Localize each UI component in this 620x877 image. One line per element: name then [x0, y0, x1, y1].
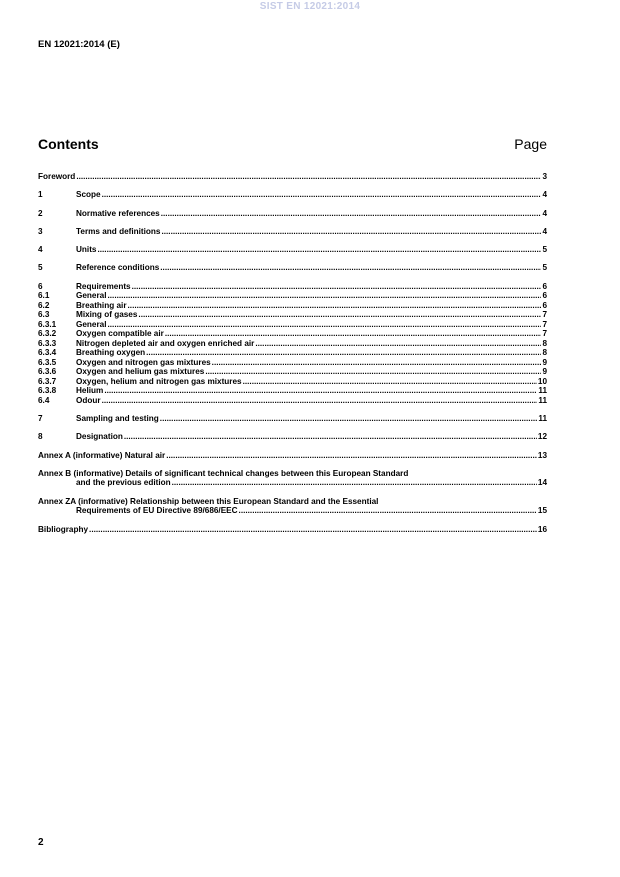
leader-dots: [160, 414, 538, 424]
toc-entry-number: 8: [38, 432, 43, 442]
toc-entry-title: Mixing of gases: [76, 310, 138, 320]
toc-entry[interactable]: [38, 190, 547, 200]
leader-dots: [239, 506, 537, 516]
toc-entry-title: Annex B (informative) Details of significant technical changes between this European Standard: [38, 468, 409, 478]
toc-entry-title: Requirements: [76, 281, 131, 291]
toc-entry[interactable]: [38, 414, 547, 424]
leader-dots: [160, 263, 541, 273]
leader-dots: [124, 432, 537, 442]
leader-dots: [76, 172, 541, 182]
leader-dots: [172, 478, 537, 488]
toc-entry-title: Helium: [76, 386, 104, 396]
leader-dots: [212, 358, 542, 368]
toc-entry-title: Bibliography: [38, 524, 89, 534]
table-of-contents: [38, 172, 547, 534]
toc-entry-page: 8: [542, 338, 547, 348]
leader-dots: [165, 329, 542, 339]
toc-entry-page: 6: [542, 291, 547, 301]
leader-dots: [89, 525, 537, 535]
toc-entry-page: 11: [538, 386, 547, 396]
leader-dots: [128, 301, 542, 311]
toc-entry-page: 11: [538, 395, 547, 405]
toc-entry[interactable]: [38, 386, 547, 396]
toc-entry-number: 6: [38, 281, 43, 291]
toc-entry-page: 6: [542, 300, 547, 310]
toc-entry-page: 5: [542, 263, 547, 273]
toc-entry[interactable]: [38, 310, 547, 320]
leader-dots: [102, 396, 538, 406]
toc-entry-page: 6: [542, 281, 547, 291]
leader-dots: [132, 282, 542, 292]
toc-entry-page: 14: [537, 478, 547, 488]
toc-entry-title-cont: Requirements of EU Directive 89/686/EEC: [76, 506, 238, 516]
toc-entry-title: Foreword: [38, 172, 76, 181]
leader-dots: [108, 320, 542, 330]
toc-entry-number: 6.4: [38, 395, 50, 405]
toc-entry-title: General: [76, 319, 107, 329]
toc-entry[interactable]: [38, 451, 547, 461]
leader-dots: [138, 310, 541, 320]
toc-entry-title: Sampling and testing: [76, 414, 159, 424]
leader-dots: [108, 291, 542, 301]
toc-entry[interactable]: [38, 320, 547, 330]
page-column-heading: Page: [514, 136, 547, 152]
toc-entry-title: Oxygen and nitrogen gas mixtures: [76, 357, 211, 367]
leader-dots: [102, 190, 542, 200]
toc-entry-page: 12: [537, 432, 547, 442]
toc-entry-title: Nitrogen depleted air and oxygen enriched air: [76, 338, 255, 348]
toc-entry-title: Breathing air: [76, 300, 127, 310]
watermark: SIST EN 12021:2014: [259, 1, 361, 12]
toc-entry-number: 6.3.4: [38, 348, 57, 358]
toc-entry-page: 4: [542, 208, 547, 218]
leader-dots: [161, 209, 542, 219]
toc-entry-number: 6.3.6: [38, 367, 57, 377]
toc-entry-title: Designation: [76, 432, 123, 442]
toc-entry-page: 16: [537, 524, 547, 534]
toc-entry[interactable]: [38, 263, 547, 273]
toc-entry[interactable]: [38, 396, 547, 406]
toc-entry[interactable]: [38, 227, 547, 237]
leader-dots: [146, 348, 541, 358]
toc-entry-page: 9: [542, 357, 547, 367]
toc-entry-page: 9: [542, 367, 547, 377]
toc-entry-title: Odour: [76, 395, 101, 405]
toc-entry-number: 5: [38, 263, 43, 273]
toc-entry-bibliography[interactable]: [38, 525, 547, 535]
toc-entry-number: 6.3.2: [38, 329, 57, 339]
toc-entry-title-cont: and the previous edition: [76, 478, 171, 488]
leader-dots: [166, 451, 537, 461]
toc-entry-annex-za[interactable]: [38, 497, 547, 516]
toc-entry-page: 10: [537, 376, 547, 386]
toc-entry-page: 7: [542, 310, 547, 320]
leader-dots: [161, 227, 541, 237]
toc-entry-page: 4: [542, 226, 547, 236]
toc-entry[interactable]: [38, 348, 547, 358]
toc-entry-annex-b[interactable]: [38, 469, 547, 488]
toc-entry-title: Annex ZA (informative) Relationship between this European Standard and the Essential: [38, 496, 379, 506]
toc-entry-title: Oxygen compatible air: [76, 329, 164, 339]
toc-entry-number: 6.3.8: [38, 386, 57, 396]
toc-entry[interactable]: [38, 377, 547, 387]
toc-entry-number: 4: [38, 245, 43, 255]
toc-entry[interactable]: [38, 245, 547, 255]
toc-entry-title: Oxygen, helium and nitrogen gas mixtures: [76, 376, 242, 386]
page-number: 2: [38, 837, 44, 848]
toc-entry-number: 3: [38, 226, 43, 236]
toc-entry-page: 7: [542, 329, 547, 339]
toc-entry-number: 6.2: [38, 300, 50, 310]
toc-entry-title: Scope: [76, 190, 101, 200]
toc-entry[interactable]: [38, 282, 547, 292]
toc-entry-page: 5: [542, 245, 547, 255]
toc-entry[interactable]: [38, 301, 547, 311]
leader-dots: [97, 245, 541, 255]
toc-entry-number: 6.3.7: [38, 376, 57, 386]
toc-entry-number: 1: [38, 190, 43, 200]
toc-entry-number: 6.3: [38, 310, 50, 320]
leader-dots: [104, 386, 537, 396]
toc-entry[interactable]: [38, 358, 547, 368]
toc-entry-title: Units: [76, 245, 97, 255]
toc-entry[interactable]: [38, 172, 547, 182]
toc-entry-title: Normative references: [76, 208, 160, 218]
toc-entry-page: 3: [542, 172, 547, 181]
toc-entry-title: Oxygen and helium gas mixtures: [76, 367, 205, 377]
leader-dots: [243, 377, 537, 387]
toc-entry[interactable]: [38, 432, 547, 442]
toc-entry[interactable]: [38, 329, 547, 339]
toc-entry-number: 2: [38, 208, 43, 218]
contents-title: Contents: [38, 136, 99, 152]
toc-entry-title: General: [76, 291, 107, 301]
toc-entry-title: Terms and definitions: [76, 226, 161, 236]
toc-entry-title: Annex A (informative) Natural air: [38, 450, 166, 460]
toc-entry-page: 15: [537, 506, 547, 516]
toc-entry[interactable]: [38, 291, 547, 301]
toc-entry-title: Breathing oxygen: [76, 348, 146, 358]
toc-entry-number: 6.3.5: [38, 357, 57, 367]
toc-entry-number: 6.1: [38, 291, 50, 301]
toc-entry-number: 7: [38, 414, 43, 424]
toc-entry[interactable]: [38, 339, 547, 349]
toc-entry-title: Reference conditions: [76, 263, 160, 273]
toc-entry-number: 6.3.1: [38, 319, 57, 329]
document-id: EN 12021:2014 (E): [38, 39, 120, 50]
leader-dots: [205, 367, 541, 377]
toc-entries: [38, 172, 547, 460]
toc-entry[interactable]: [38, 367, 547, 377]
leader-dots: [255, 339, 541, 349]
toc-entry-number: 6.3.3: [38, 338, 57, 348]
toc-entry-page: 7: [542, 319, 547, 329]
toc-entry-page: 11: [538, 414, 547, 424]
toc-entry-page: 13: [537, 450, 547, 460]
toc-entry-page: 8: [542, 348, 547, 358]
toc-entry[interactable]: [38, 209, 547, 219]
toc-entry-page: 4: [542, 190, 547, 200]
